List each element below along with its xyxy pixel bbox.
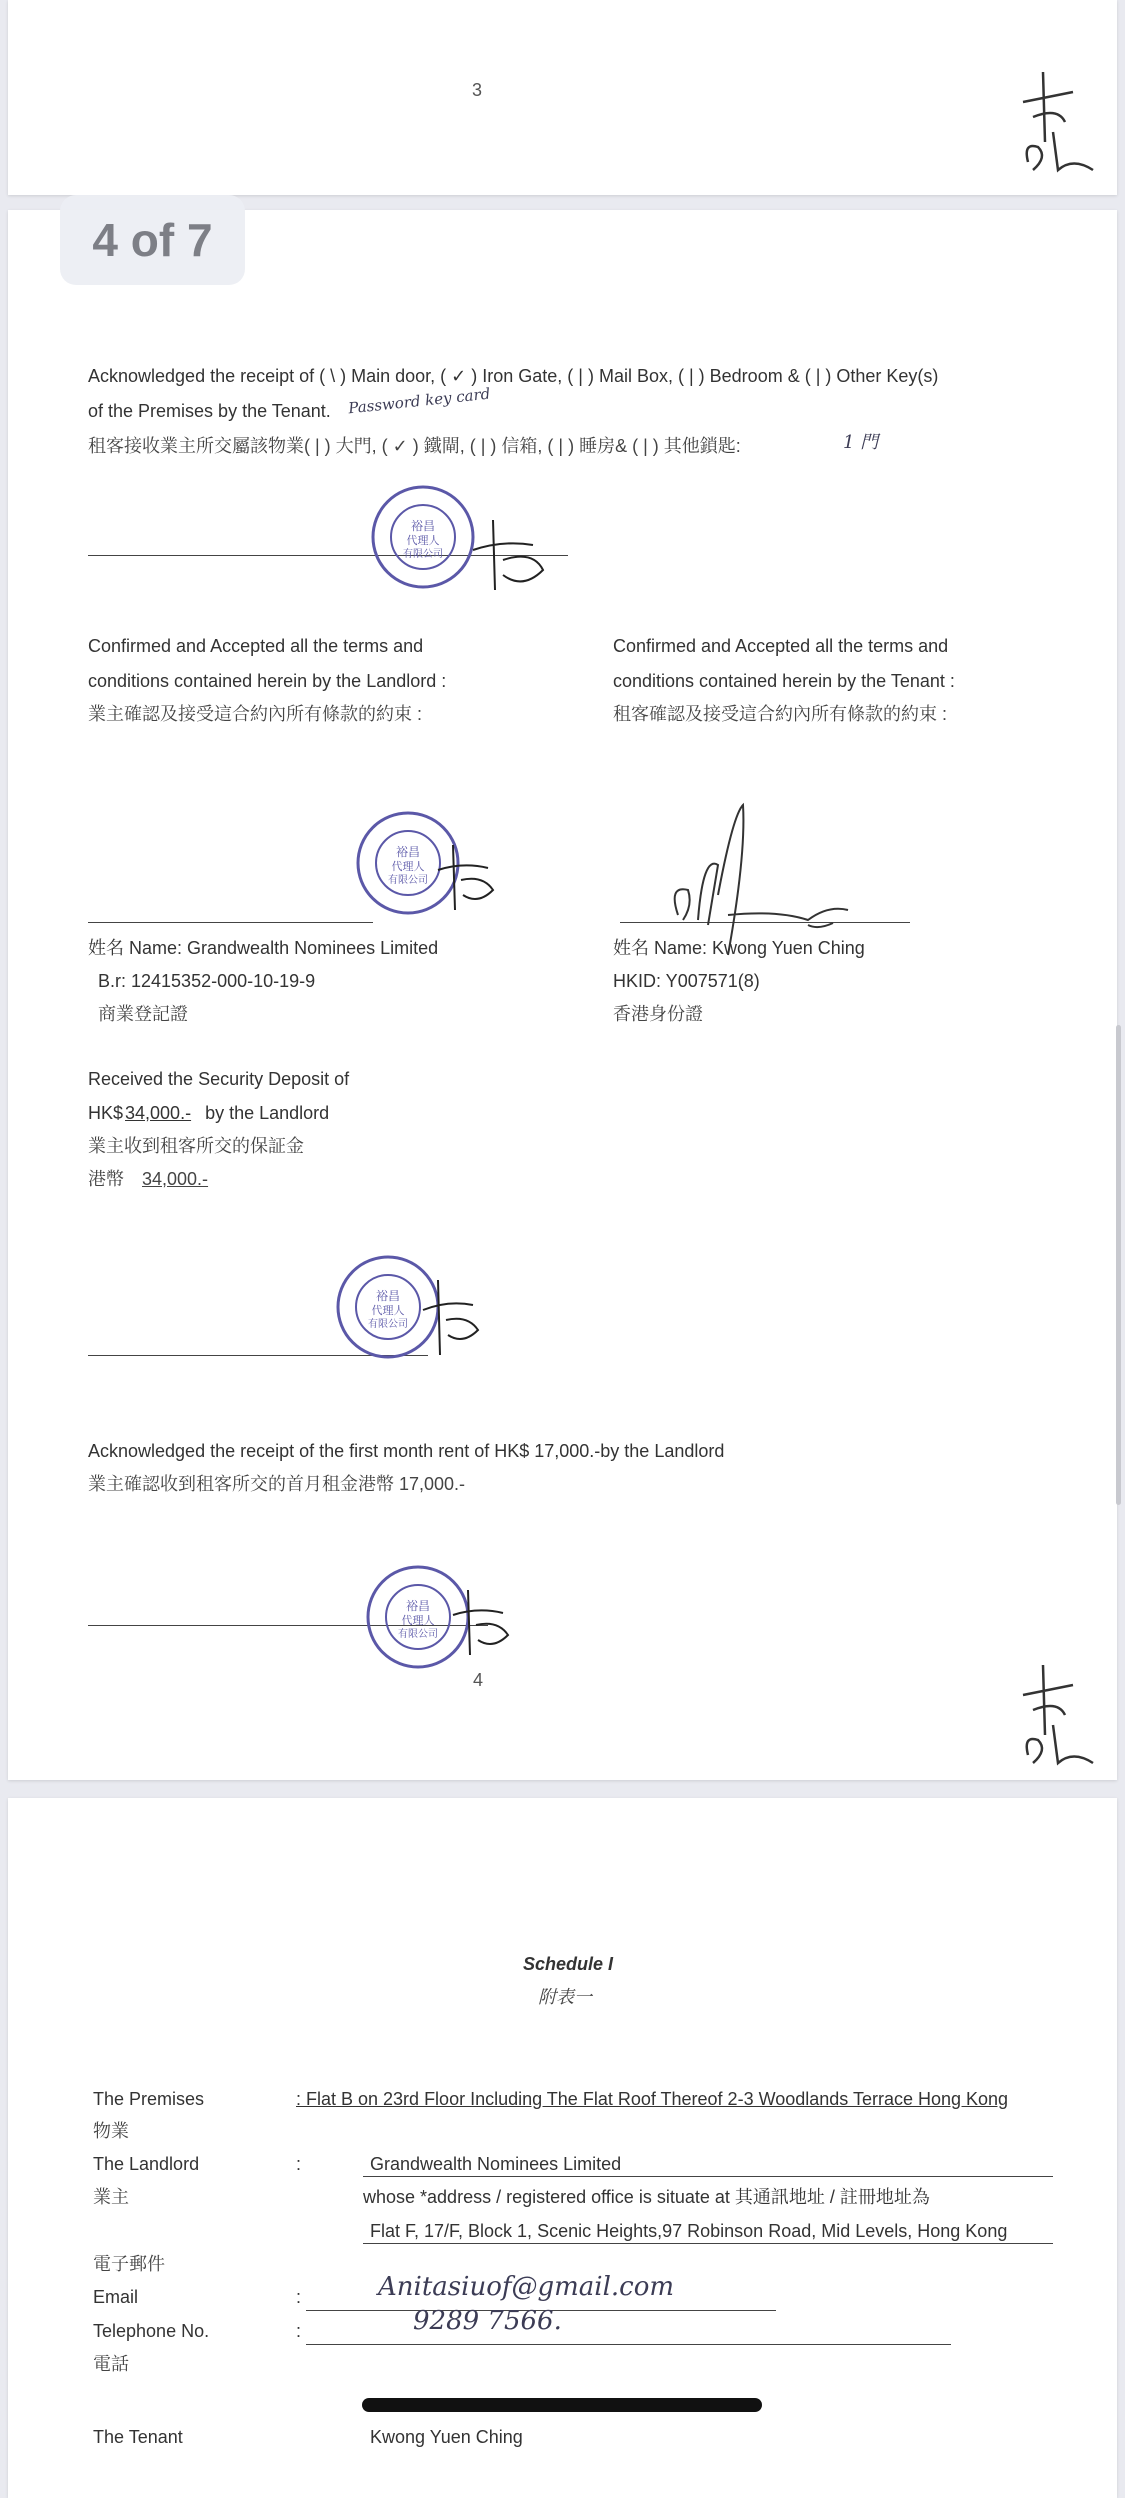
document-page-5	[8, 1798, 1117, 2498]
page-number: 3	[472, 80, 483, 100]
tenant-hkid: HKID: Y007571(8)	[613, 971, 760, 991]
premises-label: The Premises	[93, 2089, 205, 2109]
landlord-value: Grandwealth Nominees Limited	[370, 2154, 622, 2174]
landlord-br-number: B.r: 12415352-000-10-19-9	[98, 971, 316, 991]
email-label: Email	[93, 2287, 139, 2307]
landlord-confirm-text-zh: 業主確認及接受這合約內所有條款的約束 :	[88, 704, 423, 724]
svg-text:裕昌: 裕昌	[410, 519, 436, 533]
tenant-confirm-text-2: conditions contained herein by the Tenant :	[613, 671, 955, 691]
landlord-label-zh: 業主	[93, 2187, 129, 2207]
tenant-name: 姓名 Name: Kwong Yuen Ching	[613, 938, 865, 958]
deposit-amount: 34,000.-	[125, 1103, 192, 1123]
home-indicator[interactable]	[362, 2398, 762, 2412]
landlord-confirm-text-2: conditions contained herein by the Landlord :	[88, 671, 447, 691]
handwritten-note-zh: 1 門	[843, 432, 879, 453]
landlord-signature	[418, 1275, 498, 1365]
landlord-br-label-zh: 商業登記證	[98, 1004, 188, 1024]
deposit-text-zh: 業主收到租客所交的保証金	[88, 1136, 304, 1156]
svg-text:裕昌: 裕昌	[375, 1289, 401, 1303]
tenant-hkid-label-zh: 香港身份證	[613, 1004, 703, 1024]
tenant-confirm-text-zh: 租客確認及接受這合約內所有條款的約束 :	[613, 704, 948, 724]
keys-receipt-text-zh: 租客接收業主所交屬該物業( | ) 大門, ( ✓ ) 鐵閘, ( | ) 信箱, ( | ) 睡房& ( | ) 其他鎖匙:	[88, 436, 741, 456]
svg-text:有限公司: 有限公司	[368, 1319, 408, 1330]
colon: :	[296, 2287, 302, 2307]
address-value: Flat F, 17/F, Block 1, Scenic Heights,97 Robinson Road, Mid Levels, Hong Kong	[370, 2221, 1008, 2241]
first-rent-text: Acknowledged the receipt of the first month rent of HK$ 17,000.-by the Landlord	[88, 1441, 725, 1461]
phone-value: 9289 7566.	[413, 2306, 562, 2336]
phone-label-zh: 電話	[93, 2354, 129, 2374]
page-number: 4	[473, 1670, 484, 1690]
email-value: Anitasiuof@gmail.com	[378, 2272, 675, 2302]
deposit-amount-zh: 34,000.-	[142, 1169, 209, 1189]
landlord-signature-line	[88, 922, 373, 923]
svg-text:代理人: 代理人	[371, 1305, 405, 1317]
tenant-value: Kwong Yuen Ching	[370, 2427, 523, 2447]
schedule-title: Schedule I	[523, 1954, 614, 1974]
deposit-text-2: HK$ 34,000.- by the Landlord	[88, 1103, 330, 1123]
schedule-title-zh: 附表一	[538, 1987, 592, 2007]
deposit-text: Received the Security Deposit of	[88, 1069, 350, 1089]
address-value-line	[363, 2243, 1053, 2244]
scrollbar[interactable]	[1116, 1025, 1121, 1505]
premises-value: : Flat B on 23rd Floor Including The Flat Roof Thereof 2-3 Woodlands Terrace Hong Kong	[296, 2089, 1009, 2109]
svg-text:有限公司: 有限公司	[403, 549, 443, 560]
tenant-label: The Tenant	[93, 2427, 183, 2447]
premises-label-zh: 物業	[93, 2121, 129, 2141]
initials-signature	[1003, 62, 1103, 182]
colon: :	[296, 2321, 302, 2341]
svg-text:裕昌: 裕昌	[395, 845, 421, 859]
initials-signature	[1003, 1655, 1103, 1775]
landlord-value-line	[363, 2176, 1053, 2177]
landlord-confirm-text: Confirmed and Accepted all the terms and	[88, 636, 424, 656]
first-rent-text-zh: 業主確認收到租客所交的首月租金港幣 17,000.-	[88, 1474, 466, 1494]
svg-text:有限公司: 有限公司	[398, 1629, 438, 1640]
svg-text:有限公司: 有限公司	[388, 875, 428, 886]
page-indicator-badge: 4 of 7	[60, 195, 245, 285]
colon: :	[296, 2154, 302, 2174]
landlord-name: 姓名 Name: Grandwealth Nominees Limited	[88, 938, 439, 958]
svg-text:代理人: 代理人	[406, 535, 440, 547]
svg-text:代理人: 代理人	[391, 861, 425, 873]
svg-text:裕昌: 裕昌	[405, 1599, 431, 1613]
keys-receipt-text: Acknowledged the receipt of ( \ ) Main door, ( ✓ ) Iron Gate, ( | ) Mail Box, ( | ) Bedroom & ( | ) Other Key(s)	[88, 366, 939, 386]
document-page-4	[8, 210, 1117, 1780]
company-seal-icon	[368, 482, 478, 592]
landlord-signature	[448, 1585, 528, 1665]
deposit-text-zh-2: 港幣 34,000.-	[88, 1168, 226, 1190]
landlord-signature	[433, 840, 513, 920]
email-label-zh: 電子郵件	[93, 2254, 165, 2274]
handwritten-note: Password key card	[347, 384, 492, 418]
keys-receipt-text-2: of the Premises by the Tenant.	[88, 401, 331, 421]
tenant-confirm-text: Confirmed and Accepted all the terms and	[613, 636, 949, 656]
document-page-3	[8, 0, 1117, 195]
landlord-signature	[463, 500, 573, 600]
address-intro: whose *address / registered office is situate at 其通訊地址 / 註冊地址為	[363, 2187, 930, 2207]
svg-text:代理人: 代理人	[401, 1615, 435, 1627]
phone-line	[306, 2344, 951, 2345]
phone-label: Telephone No.	[93, 2321, 210, 2341]
landlord-label: The Landlord	[93, 2154, 200, 2174]
